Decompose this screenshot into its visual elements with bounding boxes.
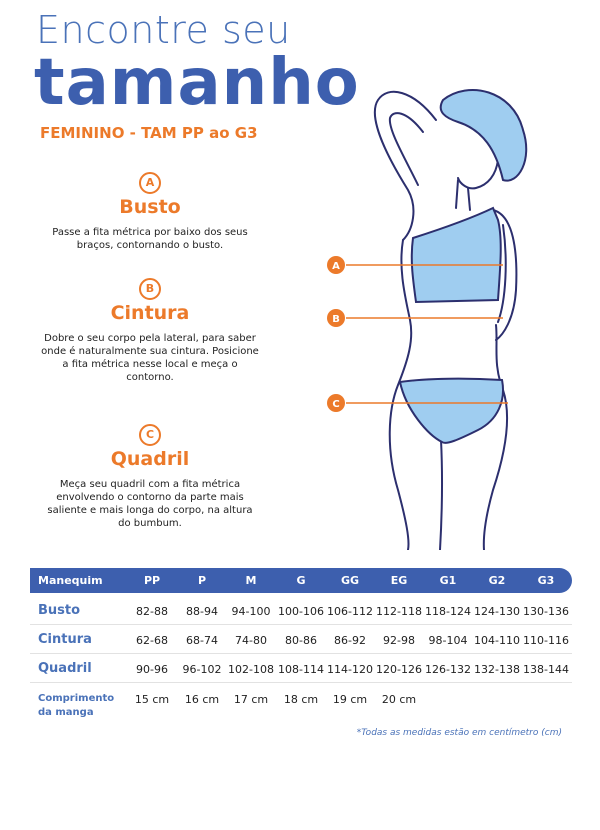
size-table-header xyxy=(30,568,572,593)
row-divider xyxy=(30,682,572,683)
table-cell: 112-118 xyxy=(376,605,422,618)
table-cell: 106-112 xyxy=(327,605,373,618)
table-cell: 118-124 xyxy=(425,605,471,618)
table-cell: 19 cm xyxy=(332,693,368,706)
row-label-manga xyxy=(38,692,114,720)
table-cell: 126-132 xyxy=(425,663,471,676)
svg-text:C: C xyxy=(332,399,340,410)
header-size: EG xyxy=(390,574,408,587)
measurement-note: *Todas as medidas estão em centímetro (cm) xyxy=(356,728,562,738)
woman-illustration xyxy=(318,60,558,550)
title-light: Encontre seu xyxy=(36,8,291,52)
row-label-busto: Busto xyxy=(38,603,81,618)
marker-a xyxy=(327,256,345,274)
table-cell: 20 cm xyxy=(381,693,417,706)
table-cell: 114-120 xyxy=(327,663,373,676)
step-badge-c: C xyxy=(139,424,161,446)
step-badge-a: A xyxy=(139,172,161,194)
table-cell: 15 cm xyxy=(134,693,170,706)
step-cintura xyxy=(40,278,260,384)
step-desc-cintura: Dobre o seu corpo pela lateral, para saber onde é naturalmente sua cintura. Posicione a fita métrica nesse local e meça o contorno. xyxy=(41,333,259,383)
table-cell: 120-126 xyxy=(376,663,422,676)
swim-top xyxy=(412,208,501,302)
table-cell: 108-114 xyxy=(278,663,324,676)
header-size: GG xyxy=(340,574,360,587)
table-cell: 100-106 xyxy=(278,605,324,618)
header-size: G xyxy=(296,574,306,587)
header-size: M xyxy=(245,574,257,587)
header-size: PP xyxy=(143,574,161,587)
table-cell: 82-88 xyxy=(136,605,168,618)
table-cell: 96-102 xyxy=(182,663,222,676)
table-cell: 132-138 xyxy=(474,663,520,676)
table-cell: 18 cm xyxy=(283,693,319,706)
table-cell: 102-108 xyxy=(228,663,274,676)
table-cell: 138-144 xyxy=(523,663,569,676)
marker-b xyxy=(327,309,345,327)
header-size: G1 xyxy=(439,574,457,587)
table-cell: 124-130 xyxy=(474,605,520,618)
table-cell: 110-116 xyxy=(523,634,569,647)
row-label-manga-line1: Comprimento xyxy=(38,693,115,704)
subtitle: FEMININO - TAM PP ao G3 xyxy=(40,124,258,142)
step-desc-quadril: Meça seu quadril com a fita métrica envolvendo o contorno da parte mais saliente e mais longa do corpo, na altura do bumbum. xyxy=(47,479,253,529)
raised-arm xyxy=(375,92,436,240)
header-manequim: Manequim xyxy=(38,574,103,587)
table-cell: 16 cm xyxy=(184,693,220,706)
row-divider xyxy=(30,624,572,625)
row-label-manga-line2: da manga xyxy=(38,707,94,718)
header-size: P xyxy=(197,574,207,587)
table-cell: 98-104 xyxy=(428,634,468,647)
step-title-busto: Busto xyxy=(119,196,181,218)
step-badge-b: B xyxy=(139,278,161,300)
table-cell: 74-80 xyxy=(235,634,267,647)
header-size: G3 xyxy=(537,574,555,587)
table-cell: 80-86 xyxy=(285,634,317,647)
row-label-quadril: Quadril xyxy=(38,661,92,676)
step-desc-busto: Passe a fita métrica por baixo dos seus braços, contornando o busto. xyxy=(52,227,248,251)
marker-c xyxy=(327,394,345,412)
table-cell: 94-100 xyxy=(231,605,271,618)
header-size: G2 xyxy=(488,574,506,587)
row-divider xyxy=(30,653,572,654)
table-cell: 86-92 xyxy=(334,634,366,647)
svg-text:A: A xyxy=(332,261,340,272)
svg-text:B: B xyxy=(332,314,340,325)
step-quadril xyxy=(40,424,260,530)
table-cell: 68-74 xyxy=(186,634,218,647)
table-cell: 130-136 xyxy=(523,605,569,618)
row-label-cintura: Cintura xyxy=(38,632,92,647)
table-cell: 90-96 xyxy=(136,663,168,676)
hair xyxy=(441,90,527,181)
table-cell: 92-98 xyxy=(383,634,415,647)
table-cell: 104-110 xyxy=(474,634,520,647)
step-title-quadril: Quadril xyxy=(110,448,190,470)
title-bold: tamanho xyxy=(34,46,360,120)
swim-bottom xyxy=(400,379,503,443)
table-cell: 62-68 xyxy=(136,634,168,647)
table-cell: 17 cm xyxy=(233,693,269,706)
table-cell: 88-94 xyxy=(186,605,218,618)
step-busto xyxy=(40,172,260,252)
step-title-cintura: Cintura xyxy=(110,302,190,324)
